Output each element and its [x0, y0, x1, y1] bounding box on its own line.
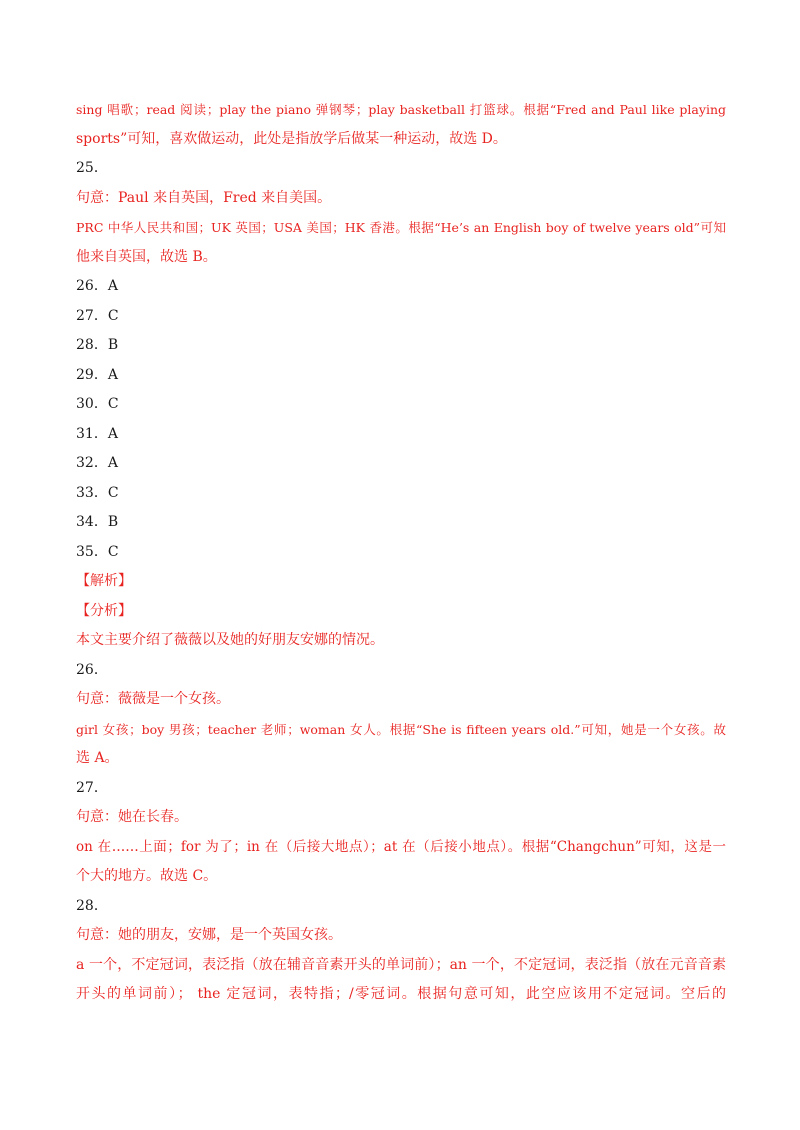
text-line: PRC 中华人民共和国；UK 英国；USA 美国；HK 香港。根据“He’s an English boy of twelve years old”可知	[76, 220, 726, 235]
answer-explanation-text	[76, 95, 726, 1010]
text-line: 25．	[76, 160, 108, 176]
text-line: a 一个，不定冠词，表泛指（放在辅音音素开头的单词前）；an 一个，不定冠词，表泛指（放在元音音素	[76, 956, 726, 973]
text-line: 28．B	[76, 337, 119, 353]
text-line: sports”可知，喜欢做运动，此处是指放学后做某一种运动，故选 D。	[76, 130, 507, 147]
text-line: sing 唱歌；read 阅读；play the piano 弹钢琴；play basketball 打篮球。根据“Fred and Paul like playing	[76, 102, 726, 117]
text-line: 句意：薇薇是一个女孩。	[76, 691, 230, 707]
text-line: 句意：Paul 来自英国，Fred 来自美国。	[76, 189, 332, 206]
text-line: 28．	[76, 897, 108, 914]
text-line: 32．A	[76, 455, 118, 471]
text-line: 33．C	[76, 484, 119, 501]
text-line: 35．C	[76, 543, 119, 560]
text-line: 30．C	[76, 396, 119, 412]
text-line: 句意：她的朋友，安娜，是一个英国女孩。	[76, 927, 342, 943]
text-line: girl 女孩；boy 男孩；teacher 老师；woman 女人。根据“She is fifteen years old.”可知，她是一个女孩。故	[76, 721, 726, 737]
text-line: 开头的单词前）； the 定冠词，表特指；/零冠词。根据句意可知，此空应该用不定冠词。空后的	[76, 986, 726, 1002]
text-line: 他来自英国，故选 B。	[76, 248, 217, 265]
text-line: on 在……上面；for 为了；in 在（后接大地点）；at 在（后接小地点）。根据“Changchun”可知，这是一	[76, 838, 726, 855]
text-line: 27．	[76, 779, 108, 796]
text-line: 26．	[76, 661, 108, 678]
text-line: 选 A。	[76, 750, 119, 766]
text-line: 【分析】	[76, 602, 132, 619]
text-line: 【解析】	[76, 573, 132, 589]
text-line: 个大的地方。故选 C。	[76, 868, 218, 884]
text-line: 本文主要介绍了薇薇以及她的好朋友安娜的情况。	[76, 632, 384, 648]
text-line: 26．A	[76, 278, 118, 294]
text-line: 29．A	[76, 366, 118, 383]
text-line: 34．B	[76, 514, 119, 530]
text-line: 31．A	[76, 425, 118, 442]
text-line: 27．C	[76, 307, 119, 324]
text-line: 句意：她在长春。	[76, 809, 188, 825]
